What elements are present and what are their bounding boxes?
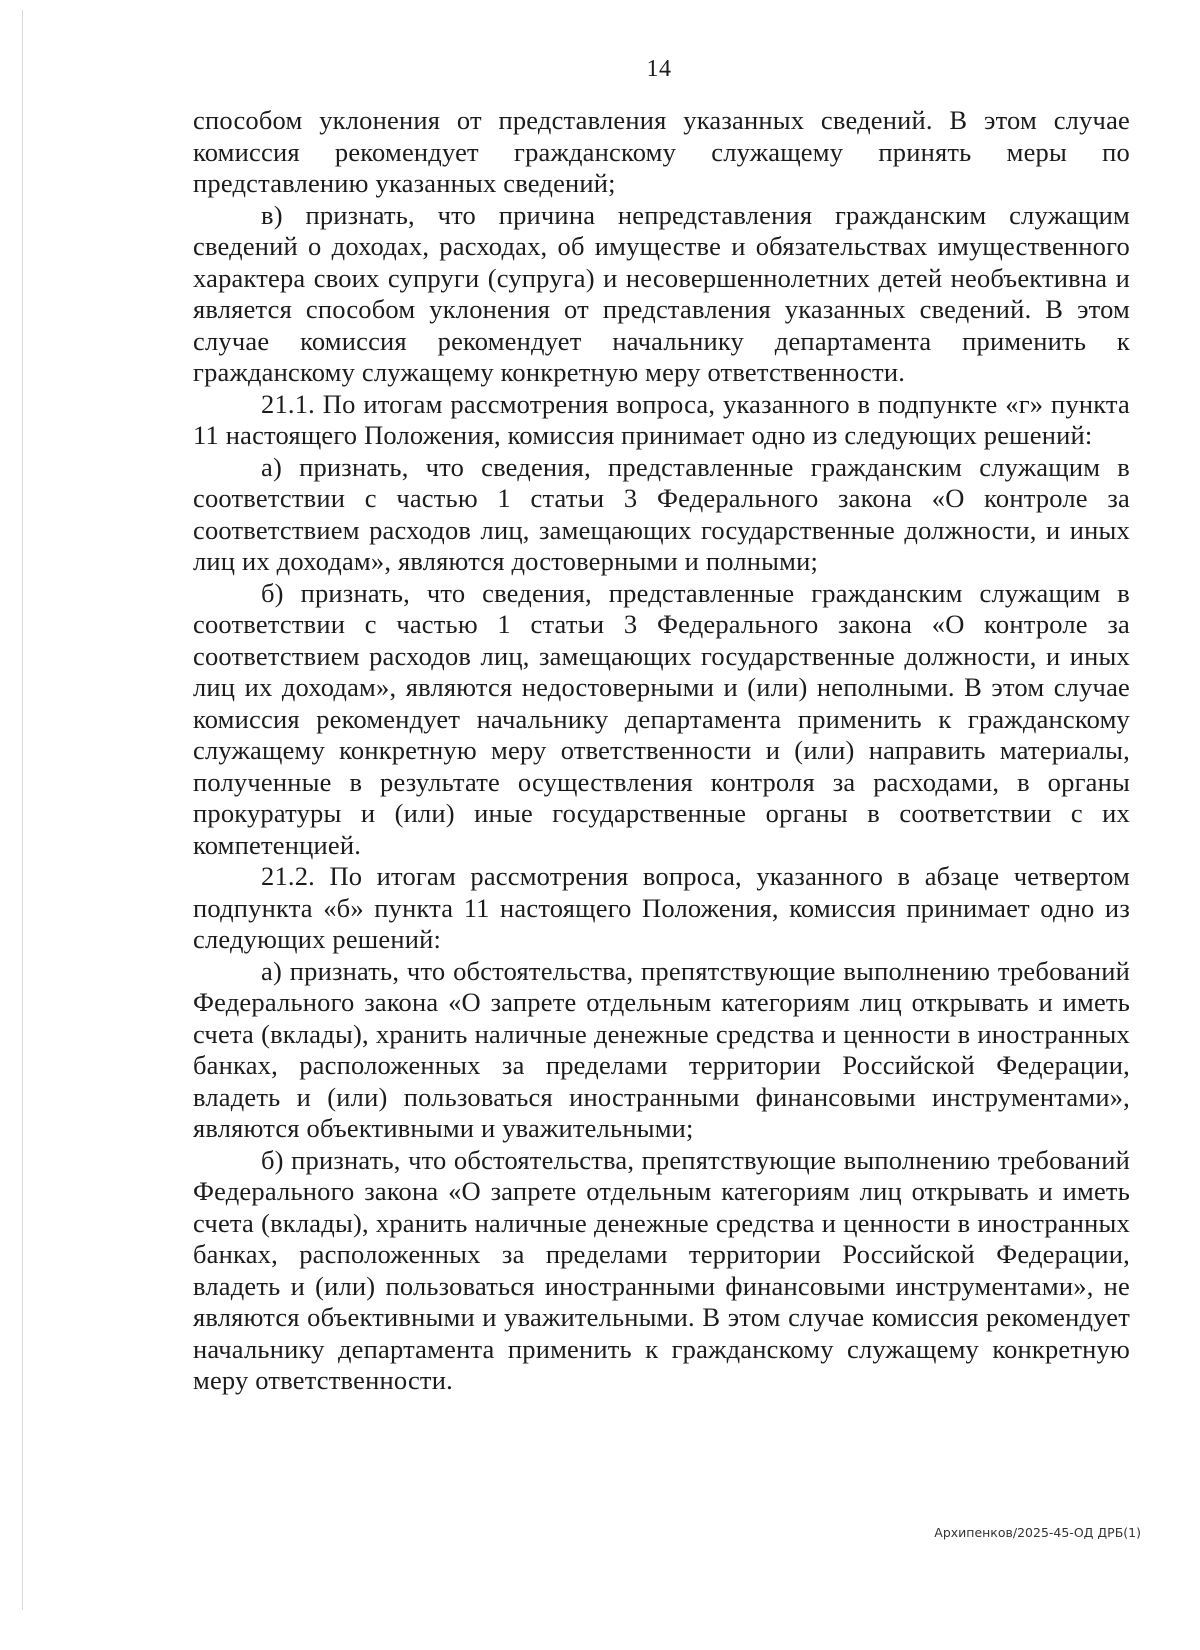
paragraph-21-2-item-a: а) признать, что обстоятельства, препятствующие выполнению требований Федерального закона «О запрете отдельным категориям лиц открывать и иметь счета (вклады), хранить наличные денежные средства и ценности в иностранных банках, расположенных за пределами территории Российской Федерации, владеть и (или) пользоваться иностранными финансовыми инструментами», являются объективными и уважительными;	[193, 955, 1130, 1143]
paragraph-21-2-item-b: б) признать, что обстоятельства, препятствующие выполнению требований Федерального закона «О запрете отдельным категориям лиц открывать и иметь счета (вклады), хранить наличные денежные средства и ценности в иностранных банках, расположенных за пределами территории Российской Федерации, владеть и (или) пользоваться иностранными финансовыми инструментами», не являются объективными и уважительными. В этом случае комиссия рекомендует начальнику департамента применить к гражданскому служащему конкретную меру ответственности.	[193, 1144, 1130, 1395]
page-number: 14	[646, 56, 672, 82]
paragraph-21-1-item-a: а) признать, что сведения, представленные гражданским служащим в соответствии с частью 1 статьи 3 Федерального закона «О контроле за соответствием расходов лиц, замещающих государственные должности, и иных лиц их доходам», являются достоверными и полными;	[193, 451, 1130, 576]
document-body	[193, 105, 1130, 1397]
paragraph-item-v: в) признать, что причина непредставления гражданским служащим сведений о доходах, расходах, об имуществе и обязательствах имущественного характера своих супруги (супруга) и несовершеннолетних детей необъективна и является способом уклонения от представления указанных сведений. В этом случае комиссия рекомендует начальнику департамента применить к гражданскому служащему конкретную меру ответственности.	[193, 199, 1130, 387]
document-footer-code: Архипенков/2025-45-ОД ДРБ(1)	[934, 1525, 1141, 1540]
paragraph-21-2: 21.2. По итогам рассмотрения вопроса, указанного в абзаце четвертом подпункта «б» пункта 11 настоящего Положения, комиссия принимает одно из следующих решений:	[193, 861, 1130, 954]
paragraph-continuation: способом уклонения от представления указанных сведений. В этом случае комиссия рекомендует гражданскому служащему принять меры по представлению указанных сведений;	[193, 105, 1130, 198]
paragraph-21-1: 21.1. По итогам рассмотрения вопроса, указанного в подпункте «г» пункта 11 настоящего Положения, комиссия принимает одно из следующих решений:	[193, 388, 1130, 450]
paragraph-21-1-item-b: б) признать, что сведения, представленные гражданским служащим в соответствии с частью 1 статьи 3 Федерального закона «О контроле за соответствием расходов лиц, замещающих государственные должности, и иных лиц их доходам», являются недостоверными и (или) неполными. В этом случае комиссия рекомендует начальнику департамента применить к гражданскому служащему конкретную меру ответственности и (или) направить материалы, полученные в результате осуществления контроля за расходами, в органы прокуратуры и (или) иные государственные органы в соответствии с их компетенцией.	[193, 577, 1130, 860]
scan-edge-line	[22, 10, 23, 1610]
